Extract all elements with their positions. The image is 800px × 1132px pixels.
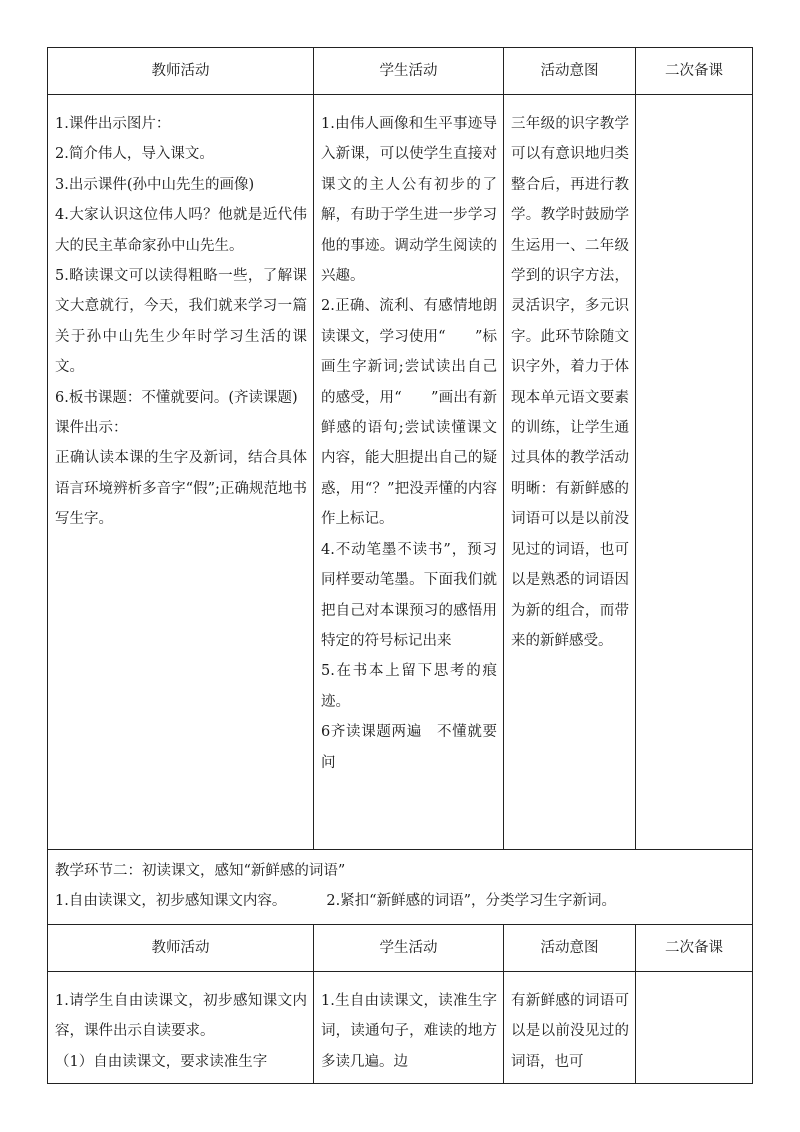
student-line: 4.不动笔墨不读书”，预习同样要动笔墨。下面我们就把自己对本课预习的感悟用特定的符号标记出来 [321, 541, 497, 649]
header-student-activity: 学生活动 [314, 48, 504, 95]
header-row-1 [48, 48, 753, 95]
student-line: 1.由伟人画像和生平事迹导入新课，可以使学生直接对课文的主人公有初步的了解，有助于学生进一步学习他的事迹。调动学生阅读的兴趣。 [321, 116, 497, 285]
second-prep-cell [636, 972, 753, 1084]
section-goal-1: 1.自由读课文，初步感知课文内容。 [55, 893, 287, 910]
section-goal-2: 2.紧扣“新鲜感的词语”，分类学习生字新词。 [326, 893, 617, 910]
section-goals [55, 886, 745, 916]
student-activity-cell [314, 972, 504, 1084]
second-prep-cell [636, 95, 753, 850]
teacher-line: （1）自由读课文，要求读准生字 [55, 1053, 268, 1070]
header-student-activity: 学生活动 [314, 925, 504, 972]
teacher-line: 课件出示： [55, 420, 128, 437]
header-activity-intent: 活动意图 [504, 925, 636, 972]
teacher-line: 正确认读本课的生字及新词，结合具体语言环境辨析多音字“假”;正确规范地书写生字。 [55, 450, 307, 528]
activity-intent-cell [504, 95, 636, 850]
intent-text: 三年级的识字教学可以有意识地归类整合后，再进行教学。教学时鼓励学生运用一、二年级学到的识字方法，灵活识字，多元识字。此环节除随文识字外，着力于体现本单元语文要素的训练，让学生通过具体的教学活动明晰：有新鲜感的词语可以是以前没见过的词语，也可以是熟悉的词语因为新的组合，而带来的新鲜感受。 [511, 116, 629, 649]
teacher-line: 3.出示课件(孙中山先生的画像) [55, 176, 255, 193]
teacher-line: 6.板书课题：不懂就要问。(齐读课题) [55, 389, 298, 406]
teacher-line: 4.大家认识这位伟人吗？他就是近代伟大的民主革命家孙中山先生。 [55, 207, 307, 254]
teacher-line: 2.简介伟人，导入课文。 [55, 146, 214, 163]
teacher-line: 1.课件出示图片： [55, 116, 171, 132]
section-cell [48, 850, 753, 925]
teacher-line: 5.略读课文可以读得粗略一些，了解课文大意就行，今天，我们就来学习一篇关于孙中山先生少年时学习生活的课文。 [55, 268, 307, 376]
student-line: 5.在书本上留下思考的痕迹。 [321, 663, 497, 710]
activity-intent-cell [504, 972, 636, 1084]
student-line: 1.生自由读课文，读准生字词，读通句子，难读的地方多读几遍。边 [321, 993, 497, 1070]
teacher-activity-cell [48, 95, 314, 850]
header-teacher-activity: 教师活动 [48, 925, 314, 972]
teacher-line: 1.请学生自由读课文，初步感知课文内容，课件出示自读要求。 [55, 993, 307, 1040]
student-line: 6齐读课题两遍 不懂就要问 [321, 724, 497, 771]
student-line: 2.正确、流利、有感情地朗读课文，学习使用“ ”标画生字新词;尝试读出自己的感受，用“ ”画出有新鲜感的语句;尝试读懂课文内容，能大胆提出自己的疑惑，用“？”把没弄懂的内容作上标记。 [321, 298, 497, 528]
header-activity-intent: 活动意图 [504, 48, 636, 95]
content-row-2 [48, 972, 753, 1084]
header-teacher-activity: 教师活动 [48, 48, 314, 95]
header-row-2 [48, 925, 753, 972]
header-second-prep: 二次备课 [636, 48, 753, 95]
section-row [48, 850, 753, 925]
lesson-plan-table [47, 47, 753, 1084]
header-second-prep: 二次备课 [636, 925, 753, 972]
student-activity-cell [314, 95, 504, 850]
content-row-1 [48, 95, 753, 850]
teacher-activity-cell [48, 972, 314, 1084]
section-title: 教学环节二：初读课文，感知“新鲜感的词语” [55, 863, 346, 879]
intent-text: 有新鲜感的词语可以是以前没见过的词语，也可 [511, 993, 629, 1070]
